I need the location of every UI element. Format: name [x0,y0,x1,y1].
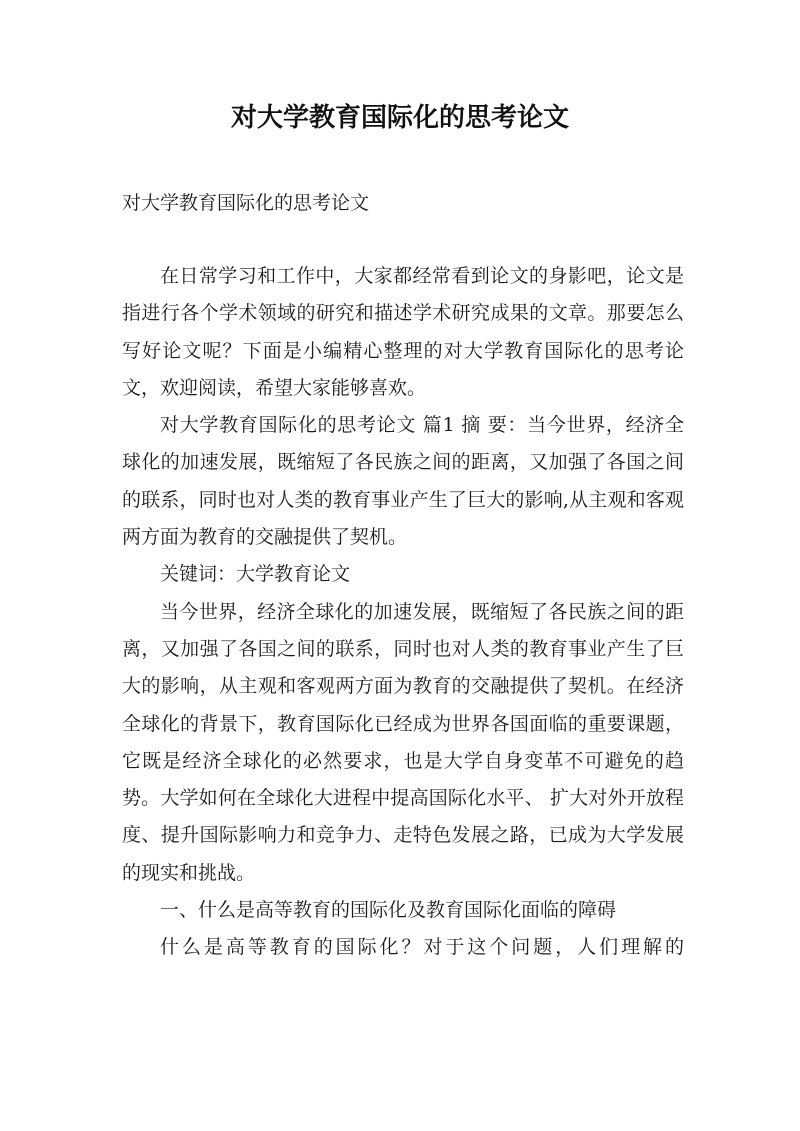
document-title: 对大学教育国际化的思考论文 [230,103,569,133]
paragraph-main: 当今世界，经济全球化的加速发展，既缩短了各民族之间的距离，又加强了各国之间的联系，同时也对人类的教育事业产生了巨大的影响，从主观和客观两方面为教育的交融提供了契机。在经济全球化的背景下，教育国际化已经成为世界各国面临的重要课题，它既是经济全球化的必然要求，也是大学自身变革不可避免的趋势。大学如何在全球化大进程中提高国际化水平、 扩大对外开放程度、提升国际影响力和竞争力、走特色发展之路，已成为大学发展的现实和挑战。 [122,600,684,884]
paragraph-intro: 在日常学习和工作中，大家都经常看到论文的身影吧，论文是指进行各个学术领域的研究和描述学术研究成果的文章。那要怎么写好论文呢？下面是小编精心整理的对大学教育国际化的思考论文，欢迎阅读，希望大家能够喜欢。 [122,265,684,399]
paragraph-abstract: 对大学教育国际化的思考论文 篇1 摘 要：当今世界，经济全球化的加速发展，既缩短了各民族之间的距离，又加强了各国之间的联系，同时也对人类的教育事业产生了巨大的影响,从主观和客观两方面为教育的交融提供了契机。 [122,414,684,549]
paragraph-continued: 什么是高等教育的国际化？对于这个问题，人们理解的 [160,936,684,959]
paragraph-keywords: 关键词：大学教育论文 [160,563,351,586]
document-body [122,258,684,967]
section-heading: 一、什么是高等教育的国际化及教育国际化面临的障碍 [160,899,617,922]
document-subtitle: 对大学教育国际化的思考论文 [122,192,370,214]
